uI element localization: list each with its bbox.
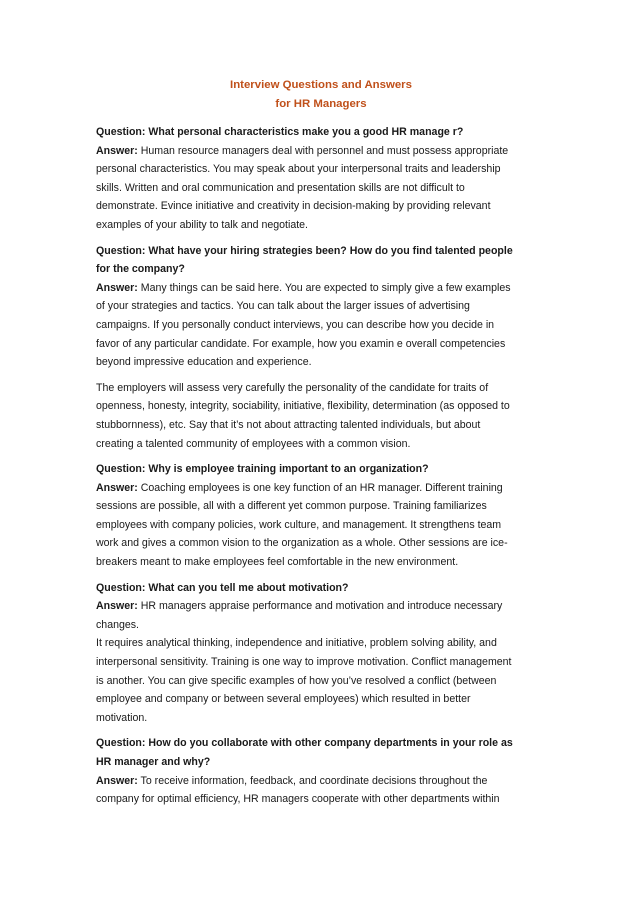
- answer-label: Answer:: [96, 144, 138, 157]
- qa-block: [96, 460, 546, 572]
- answer-text: personal characteristics. You may speak about your interpersonal traits and leadership: [96, 163, 501, 176]
- body-paragraph: [96, 379, 546, 453]
- answer-label: Answer:: [96, 481, 138, 494]
- answer-text: of your strategies and tactics. You can talk about the larger issues of advertising: [96, 300, 470, 313]
- answer-text: motivation.: [96, 711, 148, 724]
- answer-text: HR managers appraise performance and motivation and introduce necessary: [137, 600, 503, 613]
- answer-text: interpersonal sensitivity. Training is one way to improve motivation. Conflict management: [96, 656, 512, 669]
- answer-text: Coaching employees is one key function of an HR manager. Different training: [137, 481, 503, 494]
- document-title: [96, 76, 546, 113]
- answer-text: Human resource managers deal with personnel and must possess appropriate: [137, 144, 509, 157]
- qa-block: [96, 734, 546, 808]
- question-text: Question: What can you tell me about motivation?: [96, 581, 349, 594]
- question-text: HR manager and why?: [96, 756, 211, 768]
- qa-block: [96, 579, 546, 728]
- paragraph-text: creating a talented community of employees with a common vision.: [96, 437, 411, 450]
- answer-text: breakers meant to make employees feel comfortable in the new environment.: [96, 556, 459, 569]
- paragraph-text: openness, honesty, integrity, sociability, initiative, flexibility, determination (as opposed to: [96, 400, 510, 413]
- answer-text: company for optimal efficiency, HR managers cooperate with other departments within: [96, 793, 500, 806]
- answer-text: employee and company or between several employees) which resulted in better: [96, 693, 471, 706]
- answer-label: Answer:: [96, 600, 138, 613]
- qa-block: [96, 123, 546, 235]
- question-text: Question: Why is employee training important to an organization?: [96, 463, 429, 476]
- answer-text: examples of your ability to talk and negotiate.: [96, 218, 308, 231]
- answer-label: Answer:: [96, 774, 138, 787]
- document-page: [96, 76, 546, 816]
- answer-text: To receive information, feedback, and coordinate decisions throughout the: [137, 774, 488, 787]
- question-text: Question: What personal characteristics make you a good HR manage r?: [96, 126, 464, 138]
- qa-block: [96, 242, 546, 372]
- paragraph-text: The employers will assess very carefully the personality of the candidate for traits of: [96, 381, 489, 394]
- answer-text: campaigns. If you personally conduct interviews, you can describe how you decide in: [96, 318, 495, 331]
- answer-text: skills. Written and oral communication and presentation skills are not difficult to: [96, 181, 465, 194]
- question-text: for the company?: [96, 263, 185, 276]
- answer-text: employees with company policies, work culture, and management. It strengthens team: [96, 518, 502, 531]
- answer-text: It requires analytical thinking, independence and initiative, problem solving ability, and: [96, 637, 497, 650]
- answer-label: Answer:: [96, 281, 138, 294]
- title-line-1: Interview Questions and Answers: [230, 79, 412, 91]
- answer-text: sessions are possible, all with a different yet common purpose. Training familiarizes: [96, 500, 487, 513]
- answer-text: changes.: [96, 618, 139, 631]
- answer-text: is another. You can give specific examples of how you’ve resolved a conflict (between: [96, 674, 497, 687]
- answer-text: beyond impressive education and experience.: [96, 356, 312, 369]
- answer-text: favor of any particular candidate. For example, how you examin e overall competencies: [96, 337, 506, 350]
- question-text: Question: What have your hiring strategies been? How do you find talented people: [96, 244, 513, 257]
- answer-text: demonstrate. Evince initiative and creativity in decision-making by providing relevant: [96, 200, 491, 213]
- question-text: Question: How do you collaborate with other company departments in your role as: [96, 737, 513, 750]
- paragraph-text: stubbornness), etc. Say that it’s not about attracting talented individuals, but about: [96, 418, 481, 431]
- answer-text: Many things can be said here. You are expected to simply give a few examples: [137, 281, 511, 294]
- answer-text: work and gives a common vision to the organization as a whole. Other sessions are ice-: [96, 537, 508, 550]
- title-line-2: for HR Managers: [275, 97, 367, 110]
